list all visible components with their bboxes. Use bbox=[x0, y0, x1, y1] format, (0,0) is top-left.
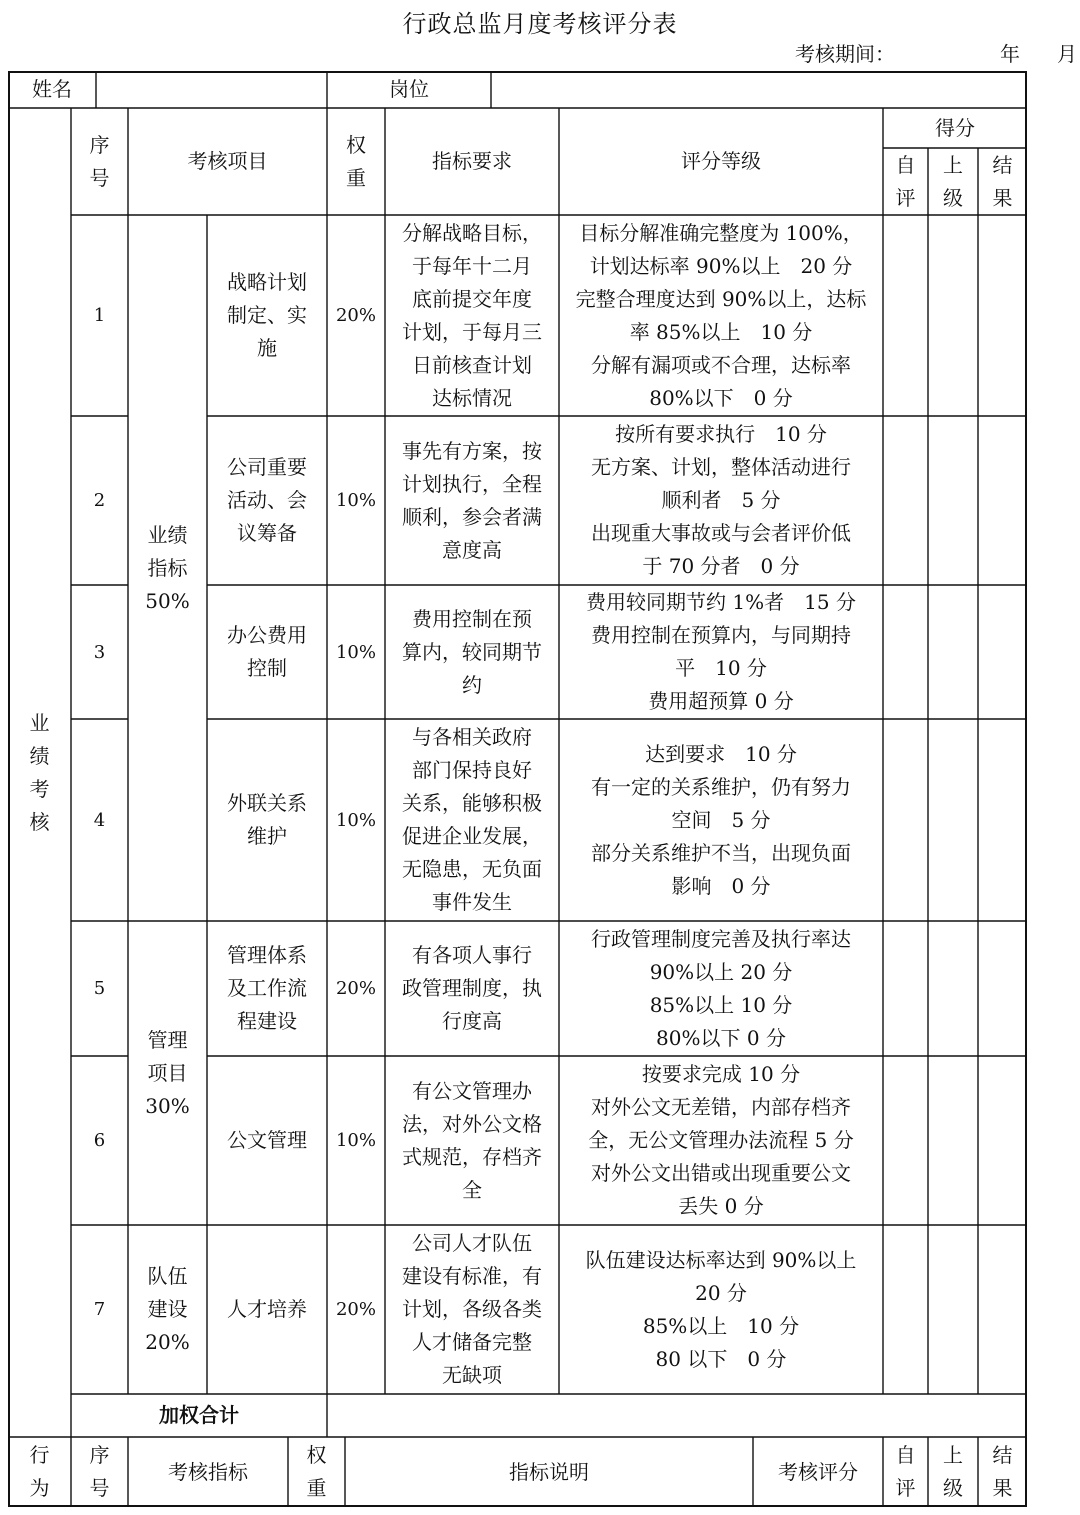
row-seq: 4 bbox=[93, 809, 106, 831]
section-performance: 业 绩 考 核 bbox=[29, 710, 50, 834]
behavior-col-rating: 考核评分 bbox=[778, 1459, 858, 1484]
period-month-label: 月 bbox=[1057, 42, 1077, 66]
behavior-col-description: 指标说明 bbox=[509, 1459, 589, 1484]
group-performance-indicators: 业绩 指标 50% bbox=[145, 522, 190, 613]
row-weight: 10% bbox=[335, 809, 376, 831]
row-weight: 20% bbox=[335, 978, 376, 999]
row-weight: 10% bbox=[335, 1130, 376, 1151]
row-requirement: 公司人才队伍 建设有标准，有 计划，各级各类 人才储备完整 无缺项 bbox=[402, 1231, 542, 1387]
col-superior: 上 级 bbox=[943, 152, 963, 210]
name-field[interactable] bbox=[96, 71, 327, 108]
row-requirement: 费用控制在预 算内，较同期节 约 bbox=[402, 606, 542, 697]
row-grading: 行政管理制度完善及执行率达 90%以上 20 分 85%以上 10 分 80%以下 0 分 bbox=[591, 926, 851, 1050]
row-item: 外联关系 维护 bbox=[227, 791, 307, 848]
section-behavior: 行 为 bbox=[29, 1443, 50, 1500]
row-item: 管理体系 及工作流 程建设 bbox=[227, 943, 307, 1033]
position-label: 岗位 bbox=[389, 77, 429, 101]
row-grading: 费用较同期节约 1%者 15 分 费用控制在预算内，与同期持 平 10 分 费用超预算 0 分 bbox=[586, 590, 856, 713]
score-table bbox=[8, 71, 1028, 1508]
row-item: 战略计划 制定、实 施 bbox=[227, 270, 307, 360]
row-seq: 5 bbox=[93, 978, 106, 999]
row-seq: 6 bbox=[93, 1130, 106, 1151]
behavior-col-superior: 上 级 bbox=[943, 1443, 963, 1500]
behavior-col-weight: 权 重 bbox=[306, 1443, 327, 1500]
behavior-col-result: 结 果 bbox=[992, 1443, 1013, 1500]
weighted-total-field[interactable] bbox=[327, 1394, 1027, 1437]
row-requirement: 有公文管理办 法，对外公文格 式规范，存档齐 全 bbox=[402, 1078, 542, 1202]
period-year-label: 年 bbox=[1000, 42, 1020, 66]
col-self: 自 评 bbox=[895, 152, 916, 210]
col-requirement: 指标要求 bbox=[432, 149, 512, 173]
row-item: 办公费用 控制 bbox=[227, 623, 307, 680]
behavior-col-indicator: 考核指标 bbox=[168, 1459, 248, 1484]
assessment-period bbox=[795, 38, 1077, 67]
col-seq: 序 号 bbox=[89, 132, 110, 190]
position-field[interactable] bbox=[491, 71, 1027, 108]
row-weight: 10% bbox=[335, 641, 376, 663]
row-seq: 1 bbox=[93, 305, 106, 326]
row-requirement: 分解战略目标， 于每年十二月 底前提交年度 计划，于每月三 日前核查计划 达标情况 bbox=[402, 220, 542, 410]
row-weight: 20% bbox=[335, 305, 376, 326]
behavior-col-seq: 序 号 bbox=[89, 1443, 110, 1500]
col-item: 考核项目 bbox=[187, 149, 268, 173]
page-title: 行政总监月度考核评分表 bbox=[402, 10, 678, 38]
row-requirement: 事先有方案，按 计划执行，全程 顺利，参会者满 意度高 bbox=[402, 438, 542, 562]
row-item: 人才培养 bbox=[227, 1297, 307, 1321]
row-weight: 10% bbox=[335, 490, 376, 511]
row-item: 公文管理 bbox=[227, 1128, 307, 1152]
row-grading: 按所有要求执行 10 分 无方案、计划，整体活动进行 顺利者 5 分 出现重大事故或与会者评价低 于 70 分者 0 分 bbox=[591, 422, 851, 578]
row-seq: 7 bbox=[93, 1299, 106, 1320]
period-label: 考核期间： bbox=[795, 42, 895, 66]
row-grading: 队伍建设达标率达到 90%以上 20 分 85%以上 10 分 80 以下 0 分 bbox=[585, 1247, 857, 1371]
group-team-building: 队伍 建设 20% bbox=[145, 1264, 190, 1354]
col-result: 结 果 bbox=[992, 152, 1013, 210]
col-score: 得分 bbox=[935, 115, 975, 140]
name-label: 姓名 bbox=[32, 77, 72, 101]
row-requirement: 有各项人事行 政管理制度，执 行度高 bbox=[402, 943, 542, 1033]
row-grading: 目标分解准确完整度为 100%， 计划达标率 90%以上 20 分 完整合理度达到 90%以上，达标 率 85%以上 10 分 分解有漏项或不合理，达标率 80%以下 0 分 bbox=[575, 220, 867, 410]
row-grading: 达到要求 10 分 有一定的关系维护，仍有努力 空间 5 分 部分关系维护不当，出现负面 影响 0 分 bbox=[591, 741, 851, 898]
group-management-items: 管理 项目 30% bbox=[145, 1027, 190, 1118]
col-weight: 权 重 bbox=[346, 132, 366, 190]
row-item: 公司重要 活动、会 议筹备 bbox=[227, 455, 307, 545]
row-seq: 3 bbox=[93, 641, 106, 663]
row-seq: 2 bbox=[93, 490, 106, 511]
row-grading: 按要求完成 10 分 对外公文无差错，内部存档齐 全，无公文管理办法流程 5 分 对外公文出错或出现重要公文 丢失 0 分 bbox=[588, 1062, 854, 1218]
row-weight: 20% bbox=[335, 1299, 376, 1320]
weighted-total-label: 加权合计 bbox=[159, 1403, 239, 1427]
col-grading: 评分等级 bbox=[681, 149, 761, 173]
behavior-col-self: 自 评 bbox=[895, 1443, 916, 1500]
row-requirement: 与各相关政府 部门保持良好 关系，能够积极 促进企业发展， 无隐患，无负面 事件发生 bbox=[402, 725, 542, 914]
